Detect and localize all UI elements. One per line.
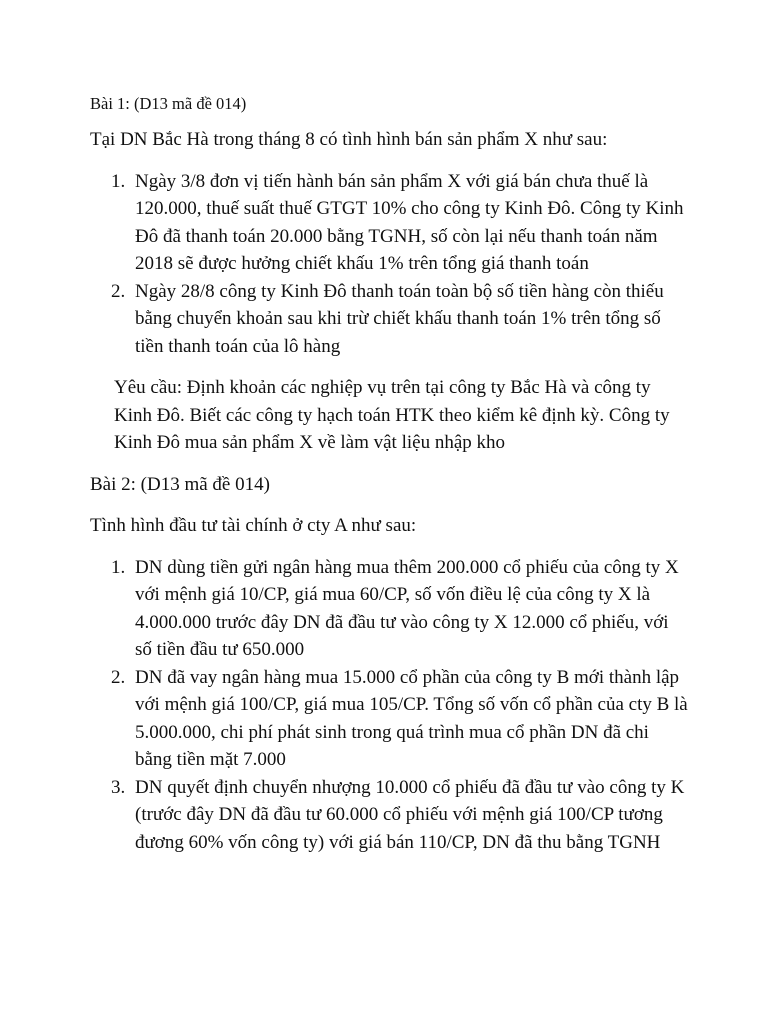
list-item-number: 2. [111,280,126,302]
document-page [90,92,690,864]
list-item-text: Ngày 28/8 công ty Kinh Đô thanh toán toàn bộ số tiền hàng còn thiếu bằng chuyển khoản sau khi trừ chiết khấu thanh toán 1% trên tổng số tiền thanh toán của lô hàng [135,280,664,357]
list-item [90,554,690,664]
exercise-1-intro: Tại DN Bắc Hà trong tháng 8 có tình hình bán sản phẩm X như sau: [90,129,608,150]
list-item-number: 3. [111,776,126,798]
list-item-number: 1. [111,170,126,192]
list-item [90,664,690,774]
list-item-number: 2. [111,666,126,688]
exercise-1-list [90,168,690,361]
list-item [90,168,690,278]
list-item-text: DN quyết định chuyển nhượng 10.000 cổ phiếu đã đầu tư vào công ty K (trước đây DN đã đầu tư 60.000 cổ phiếu với mệnh giá 100/CP tương đương 60% vốn công ty) với giá bán 110/CP, DN đã thu bằng TGNH [135,776,685,853]
exercise-2-heading: Bài 2: (D13 mã đề 014) [90,473,270,495]
exercise-1-heading: Bài 1: (D13 mã đề 014) [90,94,247,113]
list-item [90,278,690,361]
list-item-text: DN đã vay ngân hàng mua 15.000 cổ phần của công ty B mới thành lập với mệnh giá 100/CP, giá mua 105/CP. Tổng số vốn cổ phần của cty B là 5.000.000, chi phí phát sinh trong quá trình mua cổ phần DN đã chi bằng tiền mặt 7.000 [135,666,688,770]
list-item [90,774,690,857]
list-item-text: Ngày 3/8 đơn vị tiến hành bán sản phẩm X với giá bán chưa thuế là 120.000, thuế suất thuế GTGT 10% cho công ty Kinh Đô. Công ty Kinh Đô đã thanh toán 20.000 bằng TGNH, số còn lại nếu thanh toán năm 2018 sẽ được hưởng chiết khấu 1% trên tổng giá thanh toán [135,170,684,274]
exercise-2-intro: Tình hình đầu tư tài chính ở cty A như sau: [90,515,417,536]
list-item-text: DN dùng tiền gửi ngân hàng mua thêm 200.000 cổ phiếu của công ty X với mệnh giá 10/CP, giá mua 60/CP, số vốn điều lệ của công ty X là 4.000.000 trước đây DN đã đầu tư vào công ty X 12.000 cổ phiếu, với số tiền đầu tư 650.000 [135,556,679,660]
exercise-1-requirement: Yêu cầu: Định khoản các nghiệp vụ trên tại công ty Bắc Hà và công ty Kinh Đô. Biết các công ty hạch toán HTK theo kiểm kê định kỳ. Công ty Kinh Đô mua sản phẩm X về làm vật liệu nhập kho [114,377,670,453]
exercise-2-list [90,554,690,857]
list-item-number: 1. [111,556,126,578]
